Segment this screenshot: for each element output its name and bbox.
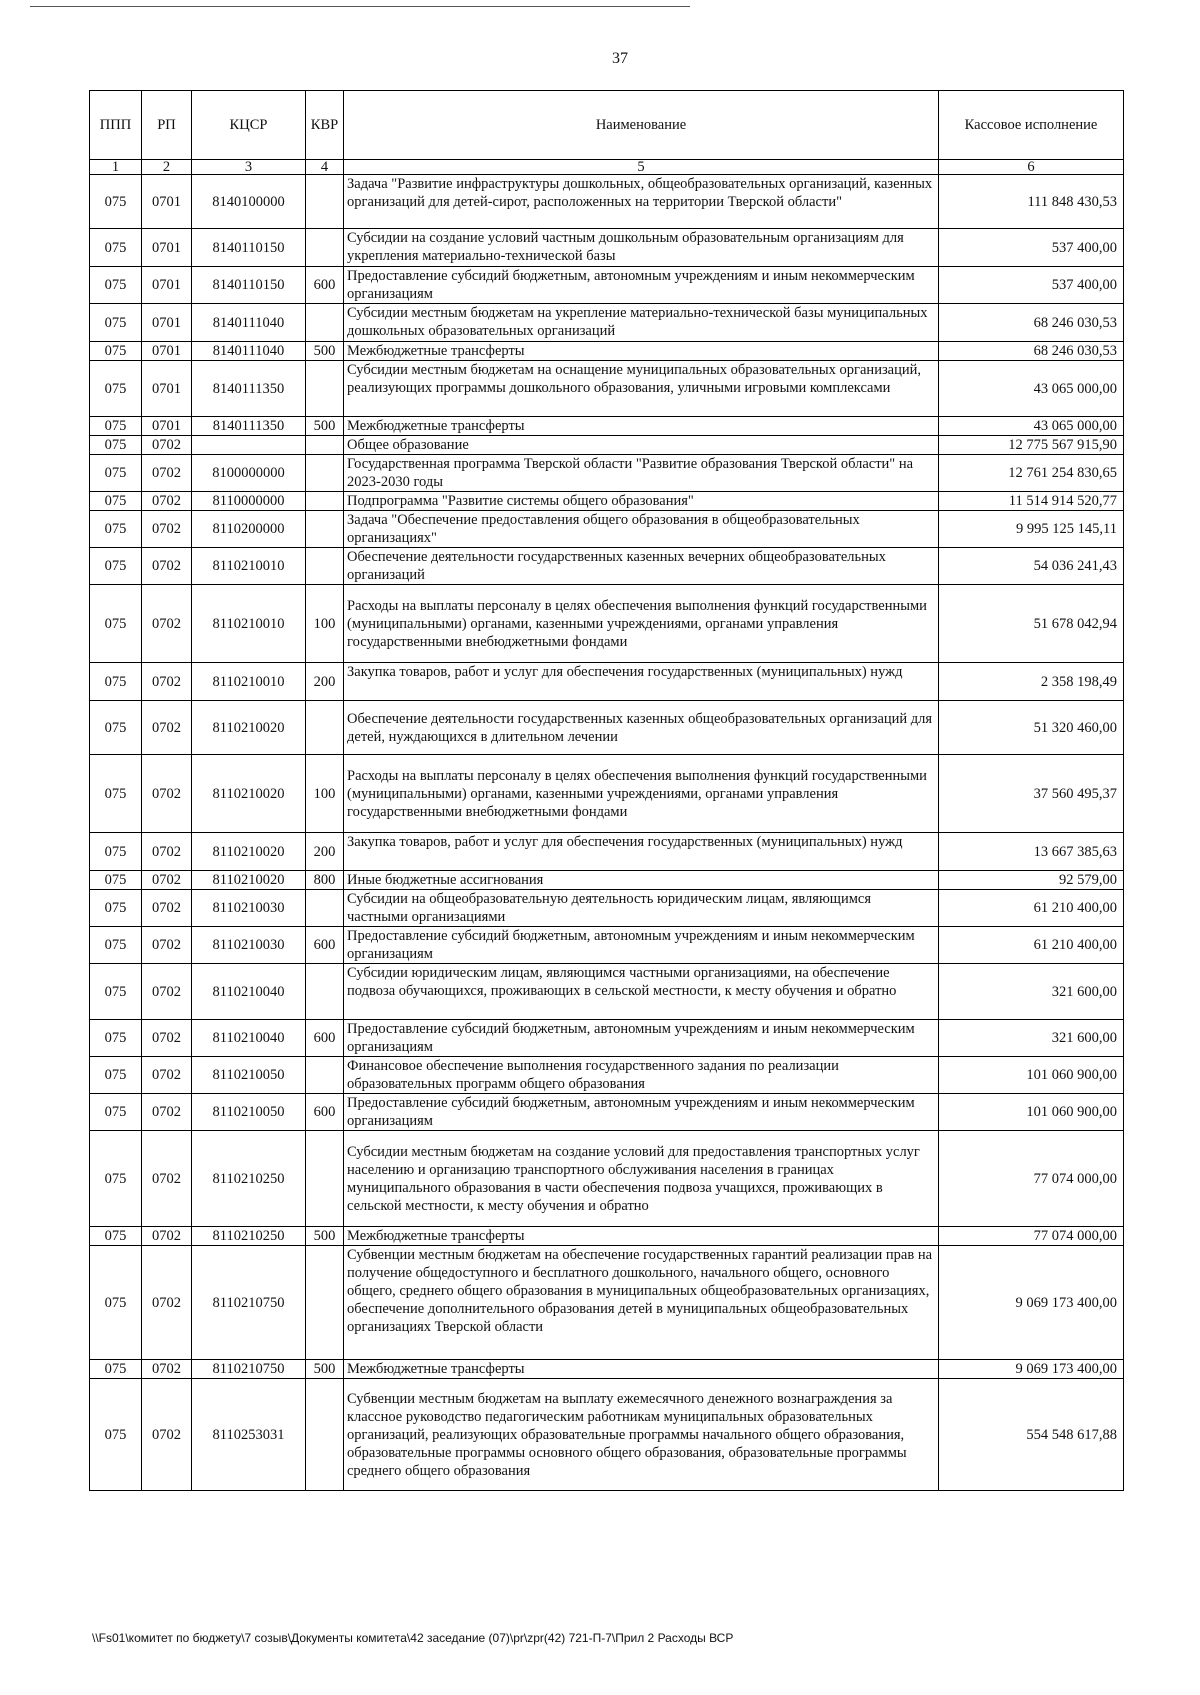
cell-rp: 0702 — [142, 755, 192, 833]
cell-kvr: 500 — [306, 417, 344, 436]
cell-kcsr: 8140111040 — [192, 342, 306, 361]
table-row — [90, 663, 1124, 701]
cell-kcsr: 8110210020 — [192, 755, 306, 833]
cell-ppp: 075 — [90, 229, 142, 267]
cell-ppp: 075 — [90, 890, 142, 927]
cell-kvr — [306, 1379, 344, 1491]
column-number: 2 — [142, 160, 192, 175]
cell-ppp: 075 — [90, 701, 142, 755]
cell-ppp: 075 — [90, 548, 142, 585]
cell-name: Субсидии юридическим лицам, являющимся частными организациями, на обеспечение подвоза обучающихся, проживающих в сельской местности, к месту обучения и обратно — [344, 964, 939, 1020]
cell-ppp: 075 — [90, 1227, 142, 1246]
cell-ppp: 075 — [90, 417, 142, 436]
table-row — [90, 1131, 1124, 1227]
cell-amount: 554 548 617,88 — [939, 1379, 1124, 1491]
column-number: 4 — [306, 160, 344, 175]
cell-kcsr: 8140110150 — [192, 229, 306, 267]
cell-ppp: 075 — [90, 1094, 142, 1131]
budget-table — [89, 90, 1124, 1491]
cell-kcsr: 8110210030 — [192, 890, 306, 927]
header-amount: Кассовое исполнение — [939, 91, 1124, 160]
cell-kvr — [306, 1246, 344, 1360]
top-border-line — [30, 6, 690, 7]
cell-ppp: 075 — [90, 342, 142, 361]
cell-amount: 12 761 254 830,65 — [939, 455, 1124, 492]
cell-name: Субвенции местным бюджетам на выплату ежемесячного денежного вознаграждения за классное руководство педагогическим работникам муниципальных образовательных организаций, реализующих образовательные программы начального общего образования, образовательные программы основного общего образования, образовательные программы среднего общего образования — [344, 1379, 939, 1491]
cell-kvr — [306, 701, 344, 755]
cell-amount: 9 069 173 400,00 — [939, 1246, 1124, 1360]
table-row — [90, 267, 1124, 304]
cell-name: Субсидии на создание условий частным дошкольным образовательным организациям для укрепления материально-технической базы — [344, 229, 939, 267]
table-row — [90, 417, 1124, 436]
cell-rp: 0702 — [142, 511, 192, 548]
cell-ppp: 075 — [90, 1057, 142, 1094]
cell-rp: 0702 — [142, 1020, 192, 1057]
cell-kvr: 600 — [306, 1020, 344, 1057]
cell-amount: 77 074 000,00 — [939, 1227, 1124, 1246]
cell-ppp: 075 — [90, 304, 142, 342]
cell-ppp: 075 — [90, 455, 142, 492]
cell-rp: 0702 — [142, 1246, 192, 1360]
cell-name: Задача "Развитие инфраструктуры дошкольных, общеобразовательных организаций, казенных организаций для детей-сирот, расположенных на территории Тверской области" — [344, 175, 939, 229]
cell-amount: 9 069 173 400,00 — [939, 1360, 1124, 1379]
cell-kcsr: 8110000000 — [192, 492, 306, 511]
table-row — [90, 455, 1124, 492]
cell-rp: 0702 — [142, 890, 192, 927]
cell-rp: 0701 — [142, 361, 192, 417]
table-row — [90, 1379, 1124, 1491]
cell-name: Межбюджетные трансферты — [344, 1227, 939, 1246]
table-row — [90, 701, 1124, 755]
cell-ppp: 075 — [90, 267, 142, 304]
cell-ppp: 075 — [90, 1020, 142, 1057]
cell-amount: 43 065 000,00 — [939, 417, 1124, 436]
cell-ppp: 075 — [90, 585, 142, 663]
table-row — [90, 964, 1124, 1020]
cell-amount: 2 358 198,49 — [939, 663, 1124, 701]
cell-rp: 0702 — [142, 585, 192, 663]
cell-amount: 111 848 430,53 — [939, 175, 1124, 229]
table-row — [90, 229, 1124, 267]
cell-name: Предоставление субсидий бюджетным, автономным учреждениям и иным некоммерческим организациям — [344, 1094, 939, 1131]
cell-name: Субсидии местным бюджетам на укрепление материально-технической базы муниципальных дошкольных образовательных организаций — [344, 304, 939, 342]
cell-name: Предоставление субсидий бюджетным, автономным учреждениям и иным некоммерческим организациям — [344, 927, 939, 964]
cell-kcsr: 8110210050 — [192, 1094, 306, 1131]
column-number: 6 — [939, 160, 1124, 175]
table-row — [90, 833, 1124, 871]
cell-name: Предоставление субсидий бюджетным, автономным учреждениям и иным некоммерческим организациям — [344, 267, 939, 304]
cell-kvr — [306, 1057, 344, 1094]
cell-amount: 9 995 125 145,11 — [939, 511, 1124, 548]
header-name: Наименование — [344, 91, 939, 160]
cell-ppp: 075 — [90, 175, 142, 229]
cell-name: Общее образование — [344, 436, 939, 455]
cell-ppp: 075 — [90, 755, 142, 833]
cell-name: Государственная программа Тверской области "Развитие образования Тверской области" на 2023-2030 годы — [344, 455, 939, 492]
cell-amount: 61 210 400,00 — [939, 890, 1124, 927]
cell-rp: 0701 — [142, 229, 192, 267]
cell-kvr — [306, 229, 344, 267]
column-number: 3 — [192, 160, 306, 175]
cell-kvr — [306, 455, 344, 492]
cell-name: Субсидии местным бюджетам на оснащение муниципальных образовательных организаций, реализующих программы дошкольного образования, уличными игровыми комплексами — [344, 361, 939, 417]
table-row — [90, 890, 1124, 927]
cell-rp: 0701 — [142, 175, 192, 229]
cell-kcsr: 8110210050 — [192, 1057, 306, 1094]
cell-kcsr: 8140111350 — [192, 361, 306, 417]
cell-amount: 68 246 030,53 — [939, 304, 1124, 342]
cell-name: Межбюджетные трансферты — [344, 417, 939, 436]
cell-kvr: 200 — [306, 833, 344, 871]
cell-rp: 0702 — [142, 1094, 192, 1131]
cell-rp: 0702 — [142, 833, 192, 871]
header-rp: РП — [142, 91, 192, 160]
table-row — [90, 1020, 1124, 1057]
cell-amount: 537 400,00 — [939, 229, 1124, 267]
cell-ppp: 075 — [90, 964, 142, 1020]
cell-kvr: 500 — [306, 1360, 344, 1379]
table-row — [90, 1227, 1124, 1246]
cell-kvr — [306, 890, 344, 927]
table-row — [90, 342, 1124, 361]
cell-ppp: 075 — [90, 833, 142, 871]
table-row — [90, 585, 1124, 663]
table-row — [90, 1246, 1124, 1360]
table-row — [90, 511, 1124, 548]
cell-amount: 101 060 900,00 — [939, 1057, 1124, 1094]
cell-rp: 0702 — [142, 1057, 192, 1094]
table-row — [90, 1057, 1124, 1094]
table-header-row — [90, 91, 1124, 160]
header-kcsr: КЦСР — [192, 91, 306, 160]
cell-kvr: 600 — [306, 1094, 344, 1131]
cell-rp: 0702 — [142, 548, 192, 585]
cell-kcsr — [192, 436, 306, 455]
cell-kvr: 800 — [306, 871, 344, 890]
cell-kcsr: 8110210250 — [192, 1131, 306, 1227]
cell-kcsr: 8140100000 — [192, 175, 306, 229]
cell-kcsr: 8110210030 — [192, 927, 306, 964]
cell-name: Предоставление субсидий бюджетным, автономным учреждениям и иным некоммерческим организациям — [344, 1020, 939, 1057]
cell-rp: 0702 — [142, 492, 192, 511]
cell-ppp: 075 — [90, 1131, 142, 1227]
cell-amount: 13 667 385,63 — [939, 833, 1124, 871]
cell-kcsr: 8110210750 — [192, 1360, 306, 1379]
cell-amount: 537 400,00 — [939, 267, 1124, 304]
cell-name: Иные бюджетные ассигнования — [344, 871, 939, 890]
cell-rp: 0702 — [142, 964, 192, 1020]
table-body — [90, 175, 1124, 1491]
cell-name: Расходы на выплаты персоналу в целях обеспечения выполнения функций государственными (муниципальными) органами, казенными учреждениями, органами управления государственными внебюджетными фондами — [344, 755, 939, 833]
cell-kvr — [306, 492, 344, 511]
column-number: 5 — [344, 160, 939, 175]
cell-amount: 51 678 042,94 — [939, 585, 1124, 663]
header-kvr: КВР — [306, 91, 344, 160]
cell-kcsr: 8110210010 — [192, 663, 306, 701]
cell-kvr — [306, 175, 344, 229]
cell-amount: 101 060 900,00 — [939, 1094, 1124, 1131]
cell-amount: 11 514 914 520,77 — [939, 492, 1124, 511]
cell-kvr: 500 — [306, 342, 344, 361]
cell-rp: 0701 — [142, 342, 192, 361]
table-row — [90, 755, 1124, 833]
cell-kcsr: 8110210020 — [192, 701, 306, 755]
cell-ppp: 075 — [90, 492, 142, 511]
cell-ppp: 075 — [90, 361, 142, 417]
cell-name: Субвенции местным бюджетам на обеспечение государственных гарантий реализации прав на получение общедоступного и бесплатного дошкольного, начального общего, основного общего, среднего общего образования в муниципальных общеобразовательных организациях, обеспечение дополнительного образования детей в муниципальных общеобразовательных организациях Тверской области — [344, 1246, 939, 1360]
cell-name: Субсидии местным бюджетам на создание условий для предоставления транспортных услуг населению и организацию транспортного обслуживания населения в границах муниципального образования в части обеспечения подвоза учащихся, проживающих в сельской местности, к месту обучения и обратно — [344, 1131, 939, 1227]
cell-name: Закупка товаров, работ и услуг для обеспечения государственных (муниципальных) нужд — [344, 833, 939, 871]
cell-rp: 0702 — [142, 1131, 192, 1227]
cell-rp: 0702 — [142, 455, 192, 492]
cell-rp: 0702 — [142, 436, 192, 455]
cell-kcsr: 8110210040 — [192, 964, 306, 1020]
cell-kvr: 600 — [306, 927, 344, 964]
cell-rp: 0702 — [142, 1360, 192, 1379]
table-row — [90, 492, 1124, 511]
cell-name: Обеспечение деятельности государственных казенных общеобразовательных организаций для детей, нуждающихся в длительном лечении — [344, 701, 939, 755]
cell-amount: 54 036 241,43 — [939, 548, 1124, 585]
cell-kcsr: 8110210020 — [192, 871, 306, 890]
cell-kcsr: 8110210010 — [192, 585, 306, 663]
table-row — [90, 1094, 1124, 1131]
cell-kcsr: 8110210020 — [192, 833, 306, 871]
cell-name: Обеспечение деятельности государственных казенных вечерних общеобразовательных организаций — [344, 548, 939, 585]
cell-name: Межбюджетные трансферты — [344, 342, 939, 361]
cell-amount: 92 579,00 — [939, 871, 1124, 890]
cell-kvr — [306, 304, 344, 342]
table-row — [90, 175, 1124, 229]
cell-name: Задача "Обеспечение предоставления общего образования в общеобразовательных организациях" — [344, 511, 939, 548]
cell-kcsr: 8100000000 — [192, 455, 306, 492]
cell-kvr: 500 — [306, 1227, 344, 1246]
cell-name: Финансовое обеспечение выполнения государственного задания по реализации образовательных программ общего образования — [344, 1057, 939, 1094]
cell-name: Межбюджетные трансферты — [344, 1360, 939, 1379]
cell-rp: 0702 — [142, 1227, 192, 1246]
table-row — [90, 927, 1124, 964]
cell-kvr — [306, 1131, 344, 1227]
cell-ppp: 075 — [90, 1360, 142, 1379]
cell-kcsr: 8110210250 — [192, 1227, 306, 1246]
table-row — [90, 871, 1124, 890]
cell-kvr: 600 — [306, 267, 344, 304]
cell-name: Подпрограмма "Развитие системы общего образования" — [344, 492, 939, 511]
cell-kcsr: 8140111040 — [192, 304, 306, 342]
table-row — [90, 304, 1124, 342]
cell-name: Субсидии на общеобразовательную деятельность юридическим лицам, являющимся частными организациями — [344, 890, 939, 927]
cell-kvr — [306, 964, 344, 1020]
cell-rp: 0702 — [142, 701, 192, 755]
cell-rp: 0702 — [142, 871, 192, 890]
cell-rp: 0701 — [142, 304, 192, 342]
cell-rp: 0702 — [142, 927, 192, 964]
table-row — [90, 361, 1124, 417]
cell-kvr — [306, 436, 344, 455]
cell-ppp: 075 — [90, 511, 142, 548]
table-row — [90, 548, 1124, 585]
cell-kcsr: 8110210040 — [192, 1020, 306, 1057]
page-number: 37 — [612, 50, 628, 67]
cell-kvr: 200 — [306, 663, 344, 701]
cell-kvr — [306, 511, 344, 548]
header-ppp: ППП — [90, 91, 142, 160]
table-row — [90, 1360, 1124, 1379]
cell-amount: 37 560 495,37 — [939, 755, 1124, 833]
cell-ppp: 075 — [90, 436, 142, 455]
table-row — [90, 436, 1124, 455]
cell-amount: 68 246 030,53 — [939, 342, 1124, 361]
cell-kvr — [306, 548, 344, 585]
cell-kvr: 100 — [306, 755, 344, 833]
cell-name: Расходы на выплаты персоналу в целях обеспечения выполнения функций государственными (муниципальными) органами, казенными учреждениями, органами управления государственными внебюджетными фондами — [344, 585, 939, 663]
cell-ppp: 075 — [90, 1246, 142, 1360]
cell-kcsr: 8110200000 — [192, 511, 306, 548]
cell-kcsr: 8140111350 — [192, 417, 306, 436]
footer-file-path: \\Fs01\комитет по бюджету\7 созыв\Документы комитета\42 заседание (07)\pr\zpr(42) 721-П-7\Прил 2 Расходы ВСР — [92, 1631, 734, 1645]
cell-kvr — [306, 361, 344, 417]
cell-amount: 321 600,00 — [939, 964, 1124, 1020]
cell-amount: 77 074 000,00 — [939, 1131, 1124, 1227]
cell-amount: 43 065 000,00 — [939, 361, 1124, 417]
cell-ppp: 075 — [90, 927, 142, 964]
cell-ppp: 075 — [90, 871, 142, 890]
cell-amount: 12 775 567 915,90 — [939, 436, 1124, 455]
cell-kvr: 100 — [306, 585, 344, 663]
cell-rp: 0702 — [142, 1379, 192, 1491]
cell-amount: 61 210 400,00 — [939, 927, 1124, 964]
cell-name: Закупка товаров, работ и услуг для обеспечения государственных (муниципальных) нужд — [344, 663, 939, 701]
column-number: 1 — [90, 160, 142, 175]
cell-kcsr: 8110253031 — [192, 1379, 306, 1491]
cell-kcsr: 8110210010 — [192, 548, 306, 585]
column-number-row — [90, 160, 1124, 175]
cell-amount: 51 320 460,00 — [939, 701, 1124, 755]
cell-amount: 321 600,00 — [939, 1020, 1124, 1057]
cell-ppp: 075 — [90, 663, 142, 701]
cell-ppp: 075 — [90, 1379, 142, 1491]
cell-kcsr: 8140110150 — [192, 267, 306, 304]
cell-kcsr: 8110210750 — [192, 1246, 306, 1360]
cell-rp: 0702 — [142, 663, 192, 701]
cell-rp: 0701 — [142, 417, 192, 436]
cell-rp: 0701 — [142, 267, 192, 304]
